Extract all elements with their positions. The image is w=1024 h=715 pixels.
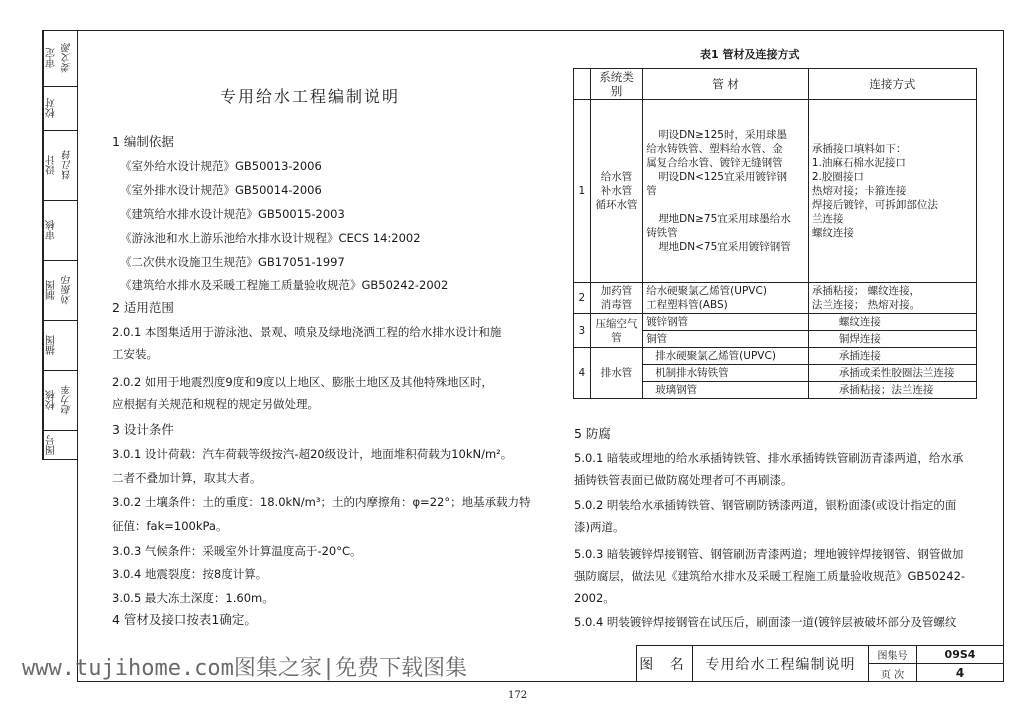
clause-text: 插铸铁管表面已做防腐处理者可不再刷漆。: [574, 473, 793, 487]
section-5-title: 5 防腐: [574, 426, 611, 441]
table-header-row: [574, 69, 977, 100]
material-line: 给水硬聚氯乙烯管(UPVC): [646, 285, 767, 297]
system-line: 补水管: [600, 185, 633, 197]
row-no: 1: [574, 100, 591, 283]
connection-line: 承插粘接； 螺纹连接，: [811, 285, 921, 297]
row-no: 3: [574, 314, 591, 348]
row-no: 2: [574, 283, 591, 314]
reference-item: 《室外排水设计规范》GB50014-2006: [120, 183, 322, 197]
connection-line: 螺纹连接: [811, 227, 854, 239]
section-4-title: 4 管材及接口按表1确定。: [112, 612, 257, 627]
connection-cell: [808, 100, 976, 283]
strip-label: 校对: [43, 87, 60, 130]
reference-item: 《二次供水设施卫生规范》GB17051-1997: [120, 255, 345, 269]
clause-text: 2.0.1 本图集适用于游泳池、景观、喷泉及绿地浇洒工程的给水排水设计和施: [112, 325, 502, 339]
page-number-box: 4: [955, 666, 965, 680]
material-line: 埋地DN<75宜采用镀锌钢管: [658, 241, 791, 253]
strip-row: [43, 87, 77, 131]
connection-cell: [808, 283, 976, 314]
material-line: 管: [646, 185, 657, 197]
material-cell: 玻璃钢管: [643, 382, 809, 399]
section-2-title: 2 适用范围: [112, 300, 174, 315]
material-line: 铸铁管: [646, 227, 678, 239]
reference-item: 《建筑给水排水设计规范》GB50015-2003: [120, 207, 345, 221]
header-system: 系统类别: [590, 69, 642, 100]
system-line: 压缩空气: [595, 317, 638, 330]
strip-signature: [59, 201, 77, 260]
page-title: 专用给水工程编制说明: [220, 87, 401, 106]
system-cell: [590, 100, 642, 283]
strip-signature: 钱江锋: [62, 150, 74, 181]
clause-text: 工安装。: [112, 347, 158, 361]
atlas-number: 09S4: [917, 646, 1003, 664]
strip-signature: [59, 431, 77, 459]
system-cell: [590, 314, 642, 348]
connection-cell: 铜焊连接: [808, 331, 976, 348]
atlas-number-label: 图集号: [869, 646, 917, 664]
clause-text: 2.0.2 如用于地震烈度9度和9度以上地区、膨胀土地区及其他特殊地区时，: [112, 375, 494, 389]
titleblock-name: 专用给水工程编制说明: [693, 646, 869, 682]
system-cell: [590, 283, 642, 314]
strip-signature: 刘振印: [62, 275, 74, 306]
material-line: 属复合给水管、镀锌无缝钢管: [646, 157, 783, 169]
section-1-title: 1 编制依据: [112, 134, 174, 149]
strip-label: 描图: [43, 321, 60, 370]
clause-text: 5.0.3 暗装镀锌焊接钢管、钢管刷沥青漆两道；埋地镀锌焊接钢管、钢管做加: [574, 547, 964, 561]
strip-row: [43, 201, 77, 261]
clause-text: 5.0.2 明装给水承插铸铁管、钢管刷防锈漆两道，银粉面漆(或设计指定的面: [574, 498, 957, 512]
watermark-text: www.tujihome.com图集之家|免费下载图集: [22, 656, 468, 681]
strip-row: [43, 131, 77, 201]
table-row: [574, 283, 977, 314]
strip-row: [43, 31, 77, 87]
clause-text: 3.0.5 最大冻土深度：1.60m。: [112, 591, 274, 605]
connection-cell: 承插粘接；法兰连接: [808, 382, 976, 399]
strip-signature: [59, 321, 77, 370]
material-cell: [643, 283, 809, 314]
system-line: 循环水管: [595, 199, 638, 211]
strip-label: 审定: [43, 31, 60, 86]
strip-signature: 姜文源: [62, 43, 74, 74]
header-material: 管 材: [643, 69, 809, 100]
clause-text: 2002。: [574, 591, 615, 605]
row-no: 4: [574, 348, 591, 399]
reference-item: 《游泳池和水上游乐池给水排水设计规程》CECS 14:2002: [120, 231, 421, 245]
strip-label: 图号: [43, 431, 60, 459]
clause-text: 征值：fak=100kPa。: [112, 519, 228, 533]
connection-line: 承插接口填料如下：: [811, 143, 907, 155]
material-cell: 排水硬聚氯乙烯管(UPVC): [643, 348, 809, 365]
connection-line: 热熔对接；卡箍连接: [811, 185, 907, 197]
material-cell: 铜管: [643, 331, 809, 348]
page-label: 页 次: [869, 664, 917, 682]
connection-line: 法兰连接； 热熔对接。: [811, 299, 921, 311]
material-cell: 机制排水铸铁管: [643, 365, 809, 382]
material-line: 给水铸铁管、塑料给水管、金: [646, 143, 783, 155]
clause-text: 应根据有关规范和规程的规定另做处理。: [112, 397, 319, 411]
material-cell: [643, 100, 809, 283]
system-line: 消毒管: [600, 299, 633, 311]
connection-line: 1.油麻石棉水泥接口: [811, 157, 906, 169]
sheet-page-number: 172: [508, 690, 528, 701]
connection-line: 兰连接: [811, 213, 844, 225]
connection-line: 焊接后镀锌，可拆卸部位法: [811, 199, 938, 211]
reference-item: 《建筑给水排水及采暖工程施工质量验收规范》GB50242-2002: [120, 278, 449, 292]
strip-label: 审核: [43, 201, 60, 260]
table-row: [574, 314, 977, 331]
strip-row: [43, 321, 77, 371]
strip-label: 设计: [43, 131, 60, 200]
system-cell: 排水管: [590, 348, 642, 399]
clause-text: 漆)两道。: [574, 520, 625, 534]
strip-row: [43, 261, 77, 321]
titleblock-label: 图 名: [637, 646, 693, 682]
strip-row: [43, 371, 77, 431]
clause-text: 3.0.3 气候条件：采暖室外计算温度高于-20°C。: [112, 544, 362, 558]
reference-item: 《室外给水设计规范》GB50013-2006: [120, 159, 322, 173]
signature-strip: [42, 30, 78, 460]
header-connection: 连接方式: [808, 69, 976, 100]
connection-line: 2.胶圈接口: [811, 171, 864, 183]
clause-text: 3.0.2 土壤条件：土的重度：18.0kN/m³；土的内摩擦角：φ=22°；地基承载力特: [112, 495, 531, 509]
table-caption: 表1 管材及连接方式: [700, 48, 800, 61]
table-row: [574, 100, 977, 283]
clause-text: 5.0.4 明装镀锌焊接钢管在试压后，刷面漆一道(镀锌层被破坏部分及管螺纹: [574, 615, 957, 629]
material-line: 工程塑料管(ABS): [646, 299, 728, 311]
system-line: 管: [611, 331, 622, 344]
table-row: [574, 348, 977, 365]
clause-text: 5.0.1 暗装或埋地的给水承插铸铁管、排水承插铸铁管刷沥青漆两道，给水承: [574, 451, 964, 465]
clause-text: 二者不叠加计算，取其大者。: [112, 471, 262, 485]
strip-label: 校核: [43, 371, 60, 430]
clause-text: 强防腐层，做法见《建筑给水排水及采暖工程施工质量验收规范》GB50242-: [574, 569, 966, 583]
connection-cell: 承插或柔性胶圈法兰连接: [808, 365, 976, 382]
strip-signature: 赵力军: [62, 385, 74, 416]
system-line: 给水管: [600, 171, 633, 183]
strip-signature: [59, 87, 77, 130]
strip-row: [43, 431, 77, 459]
material-line: 明设DN<125宜采用镀锌钢: [658, 171, 787, 183]
system-line: 加药管: [600, 285, 633, 297]
strip-label: 制图: [43, 261, 60, 320]
title-block: [636, 645, 1004, 682]
connection-cell: 螺纹连接: [808, 314, 976, 331]
clause-text: 3.0.4 地震裂度：按8度计算。: [112, 567, 268, 581]
material-line: 埋地DN≥75宜采用球墨给水: [658, 213, 791, 225]
header-no: [574, 69, 591, 100]
clause-text: 3.0.1 设计荷载：汽车荷载等级按汽-超20级设计，地面堆积荷载为10kN/m²。: [112, 447, 513, 461]
pipe-material-table: [573, 68, 977, 399]
material-cell: 镀锌钢管: [643, 314, 809, 331]
section-3-title: 3 设计条件: [112, 422, 174, 437]
connection-cell: 承插连接: [808, 348, 976, 365]
material-line: 明设DN≥125时，采用球墨: [658, 129, 787, 141]
